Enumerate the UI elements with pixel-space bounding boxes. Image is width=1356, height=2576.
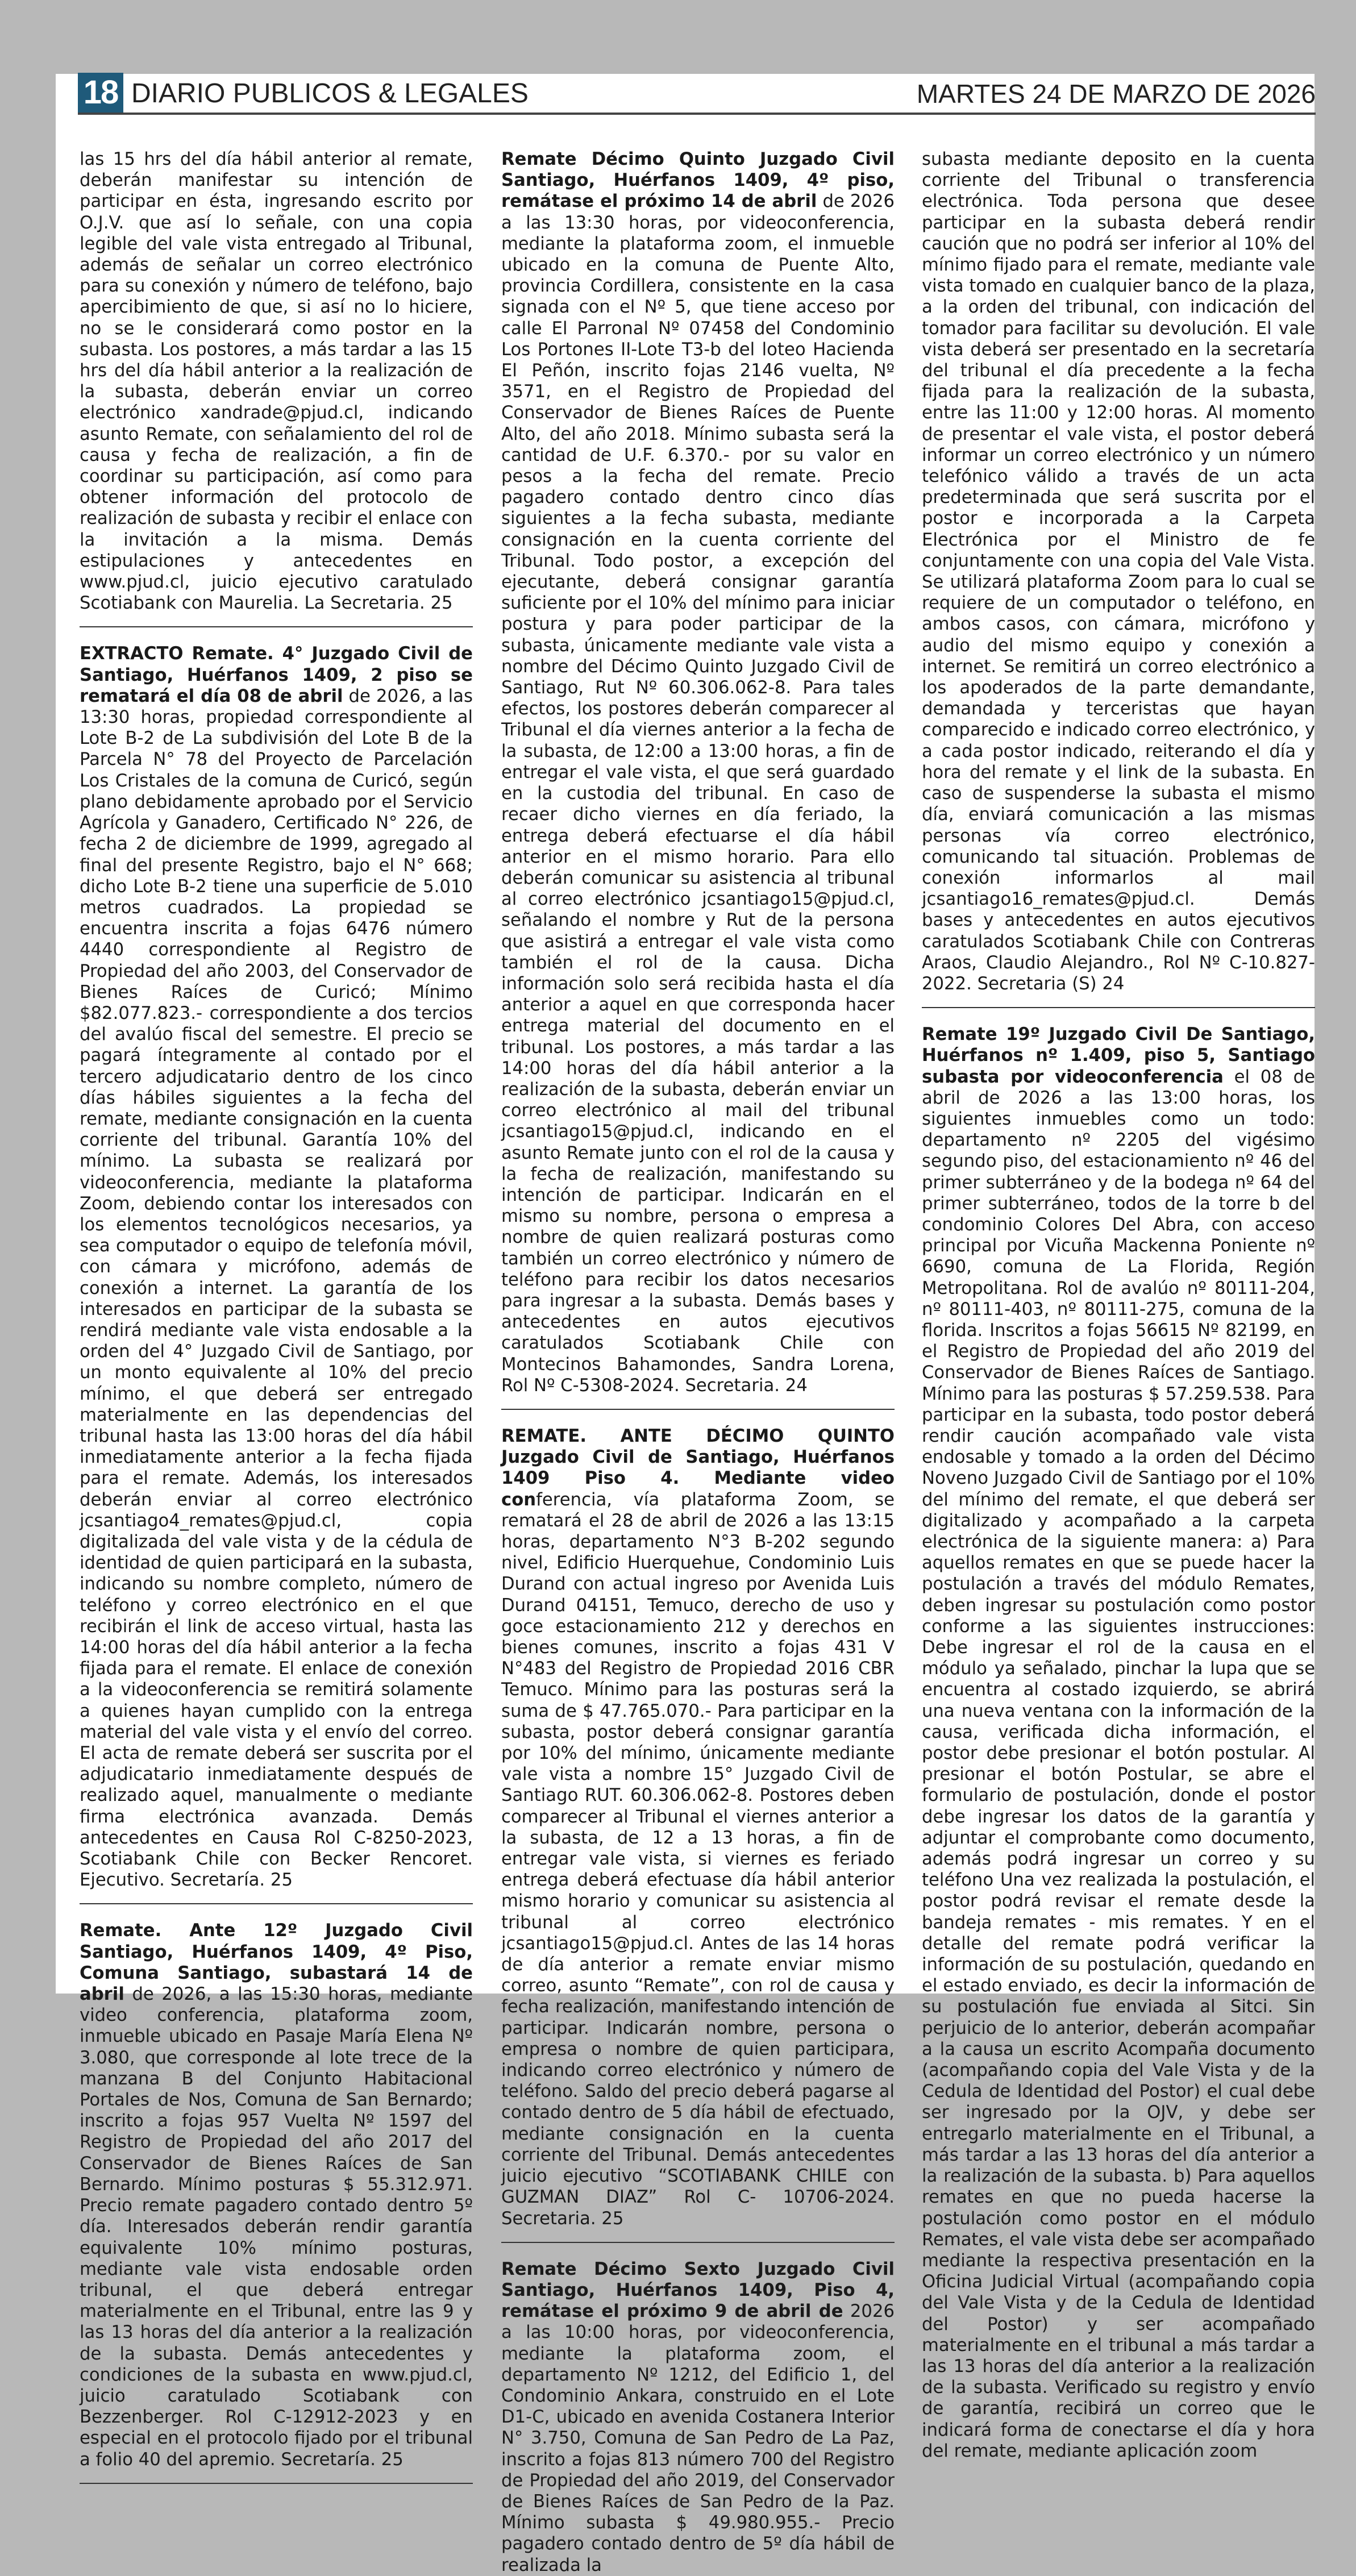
legal-notice-continued (80, 149, 473, 627)
page-header (78, 73, 1316, 113)
notice-body: de 2026, a las 15:30 horas, mediante video conferencia, plataforma zoom, inmueble ubicado en Pasaje María Elena Nº 3.080, que corresponde al lote trece de la manzana B del Conjunto Habitacional Portales de Nos, Comuna de San Bernardo; inscrito a fojas 957 Vuelta Nº 1597 del Registro de Propiedad del año 2017 del Conservador de Bienes Raíces de San Bernardo. Mínimo posturas $ 55.312.971. Precio remate pagadero contado dentro 5º día. Interesados deberán rendir garantía equivalente 10% mínimo posturas, mediante vale vista endosable orden tribunal, el que deberá entregar materialmente en el Tribunal, entre las 9 y las 13 horas del día anterior a la realización de la subasta. Demás antecedentes y condiciones de la subasta en www.pjud.cl, juicio caratulado Scotiabank con Bezzenberger. Rol C-12912-2023 y en especial en el protocolo fijado por el tribunal a folio 40 del apremio. Secretaría. 25 (80, 1984, 473, 2470)
legal-notice (501, 1426, 895, 2243)
legal-notice (80, 1920, 473, 2483)
legal-notice (922, 1024, 1315, 2462)
notice-body: de 2026 a las 13:30 horas, por videoconferencia, mediante la plataforma zoom, el inmueble ubicado en la comuna de Puente Alto, provincia Cordillera, consistente en la casa signada con el Nº 5, que tiene acceso por calle El Parronal Nº 07458 del Condominio Los Portones II-Lote T3-b del loteo Hacienda El Peñón, inscrito fojas 2146 vuelta, Nº 3571, en el Registro de Propiedad del Conservador de Bienes Raíces de Puente Alto, del año 2018. Mínimo subasta será la cantidad de U.F. 6.370.- por su valor en pesos a la fecha del remate. Precio pagadero contado dentro cinco días siguientes a la fecha subasta, mediante consignación en la cuenta corriente del Tribunal. Todo postor, a excepción del ejecutante, deberá consignar garantía suficiente por el 10% del mínimo para iniciar postura y para poder participar de la subasta, únicamente mediante vale vista a nombre del Décimo Quinto Juzgado Civil de Santiago, Rut Nº 60.306.062-8. Para tales efectos, los postores deberán comparecer al Tribunal el día viernes anterior a la fecha de la subasta, de 12:00 a 13:00 horas, a fin de entregar el vale vista, el que será guardado en la custodia del tribunal. En caso de recaer dicho viernes en día feriado, la entrega deberá efectuarse el día hábil anterior en el mismo horario. Para ello deberán comunicar su asistencia al tribunal al correo electrónico jcsantiago15@pjud.cl, señalando el nombre y Rut de la persona que asistirá a entregar el vale vista como también el rol de la causa. Dicha información solo será recibida hasta el día anterior a aquel en que corresponda hacer entrega material del documento en el tribunal. Los postores, a más tardar a las 14:00 horas del día hábil anterior a la realización de la subasta, deberán enviar un correo electrónico al mail del tribunal jcsantiago15@pjud.cl, indicando en el asunto Remate junto con el rol de la causa y la fecha de realización, manifestando su intención de participar. Indicarán en el mismo su nombre, persona o empresa a nombre de quien realizará posturas como también un correo electrónico y número de teléfono para recibir los datos necesarios para ingresar a la subasta. Demás bases y antecedentes en autos ejecutivos caratulados Scotiabank Chile con Montecinos Bahamondes, Sandra Lorena, Rol Nº C-5308-2024. Secretaria. 24 (501, 192, 895, 1396)
legal-notice (501, 2259, 895, 2576)
newspaper-title: DIARIO PUBLICOS & LEGALES (131, 78, 529, 109)
page-number: 18 (78, 73, 123, 113)
notice-heading: Remate Décimo Quinto Juzgado Civil Santiago, Huérfanos 1409, 4º piso, remátase el próximo 14 de abril (501, 149, 895, 212)
notice-heading: REMATE. ANTE DÉCIMO QUINTO Juzgado Civil de Santiago, Huérfanos 1409 Piso 4. Mediante video con (501, 1426, 895, 1510)
notice-body: subasta mediante deposito en la cuenta corriente del Tribunal o transferencia electrónica. Toda persona que desee participar en la subasta deberá rendir caución que no podrá ser inferior al 10% del mínimo fijado para el remate, mediante vale vista tomado en cualquier banco de la plaza, a la orden del tribunal, con indicación del tomador para facilitar su devolución. El vale vista deberá ser presentado en la secretaría del tribunal el día precedente a la fecha fijada para la realización de la subasta, entre las 11:00 y 12:00 horas. Al momento de presentar el vale vista, el postor deberá informar un correo electrónico y un número telefónico válido a través de un acta predeterminada que será suscrita por el postor e incorporada a la Carpeta Electrónica por el Ministro de fe conjuntamente con una copia del Vale Vista. Se utilizará plataforma Zoom para lo cual se requiere de un computador o teléfono, en ambos casos, con cámara, micrófono y audio del mismo equipo y conexión a internet. Se remitirá un correo electrónico a los apoderados de la parte demandante, demandada y terceristas que hayan comparecido e indicado correo electrónico, y a cada postor indicado, reiterando el día y hora del remate y el link de la subasta. En caso de suspenderse la subasta el mismo día, enviará comunicación a las mismas personas vía correo electrónico, comunicando tal situación. Problemas de conexión informarlos al mail jcsantiago16_remates@pjud.cl. Demás bases y antecedentes en autos ejecutivos caratulados Scotiabank Chile con Contreras Araos, Claudio Alejandro., Rol Nº C-10.827-2022. Secretaria (S) 24 (922, 149, 1315, 994)
notice-body: de 2026, a las 13:30 horas, propiedad correspondiente al Lote B-2 de La subdivisión del Lote B de la Parcela N° 78 del Proyecto de Parcelación Los Cristales de la comuna de Curicó, según plano debidamente aprobado por el Servicio Agrícola y Ganadero, Certificado N° 226, de fecha 2 de diciembre de 1999, agregado al final del presente Registro, bajo el N° 668; dicho Lote B-2 tiene una superficie de 5.010 metros cuadrados. La propiedad se encuentra inscrita a fojas 6476 número 4440 correspondiente al Registro de Propiedad del año 2003, del Conservador de Bienes Raíces de Curicó; Mínimo $82.077.823.- correspondiente a dos tercios del avalúo fiscal del semestre. El precio se pagará íntegramente al contado por el tercero adjudicatario dentro de los cinco días hábiles siguientes a la fecha del remate, mediante consignación en la cuenta corriente del tribunal. Garantía 10% del mínimo. La subasta se realizará por videoconferencia, mediante la plataforma Zoom, debiendo contar los interesados con los elementos tecnológicos necesarios, ya sea computador o equipo de telefonía móvil, con cámara y micrófono, además de conexión a internet. La garantía de los interesados en participar de la subasta se rendirá mediante vale vista endosable a la orden del 4° Juzgado Civil de Santiago, por un monto equivalente al 10% del precio mínimo, el que deberá ser entregado materialmente en las dependencias del tribunal hasta las 13:00 horas del día hábil inmediatamente anterior a la fecha fijada para el remate. Además, los interesados deberán enviar al correo electrónico jcsantiago4_remates@pjud.cl, copia digitalizada del vale vista y de la cédula de identidad de quien participará en la subasta, indicando su nombre completo, número de teléfono y correo electrónico en el que recibirán el link de acceso virtual, hasta las 14:00 horas del día hábil anterior a la fecha fijada para el remate. El enlace de conexión a la videoconferencia se remitirá solamente a quienes hayan cumplido con la entrega material del vale vista y el envío del correo. El acta de remate deberá ser suscrita por el adjudicatario inmediatamente después de realizado aquel, manualmente o mediante firma electrónica avanzada. Demás antecedentes en Causa Rol C-8250-2023, Scotiabank Chile con Becker Rencoret. Ejecutivo. Secretaría. 25 (80, 686, 473, 1891)
legal-notice-continued (922, 149, 1315, 1008)
legal-notice (501, 149, 895, 1410)
notice-heading: Remate. Ante 12º Juzgado Civil Santiago, Huérfanos 1409, 4º Piso, Comuna Santiago, subastará 14 de abril (80, 1921, 473, 2005)
notice-heading: Remate 19º Juzgado Civil De Santiago, Huérfanos nº 1.409, piso 5, Santiago subasta por videoconferencia (922, 1025, 1315, 1087)
notice-body: las 15 hrs del día hábil anterior al remate, deberán manifestar su intención de participar en ésta, ingresando escrito por O.J.V. que así lo señale, con una copia legible del vale vista entregado al Tribunal, además de señalar un correo electrónico para su conexión y número de teléfono, bajo apercibimiento de que, si así no lo hiciere, no se le considerará como postor en la subasta. Los postores, a más tardar a las 15 hrs del día hábil anterior a la realización de la subasta, deberán enviar un correo electrónico xandrade@pjud.cl, indicando asunto Remate, con señalamiento del rol de causa y fecha de realización, a fin de coordinar su participación, así como para obtener información del protocolo de realización de subasta y recibir el enlace con la invitación a la misma. Demás estipulaciones y antecedentes en www.pjud.cl, juicio ejecutivo caratulado Scotiabank con Maurelia. La Secretaria. 25 (80, 149, 473, 614)
notice-body: el 08 de abril de 2026 a las 13:00 horas, los siguientes inmuebles como un todo: departamento nº 2205 del vigésimo segundo piso, del estacionamiento nº 46 del primer subterráneo y de la bodega nº 64 del primer subterráneo, todos de la torre b del condominio Colores Del Abra, con acceso principal por Vicuña Mackenna Poniente nº 6690, comuna de La Florida, Región Metropolitana. Rol de avalúo nº 80111-204, nº 80111-403, nº 80111-275, comuna de la florida. Inscritos a fojas 56615 Nº 82199, en el Registro de Propiedad del año 2019 del Conservador de Bienes Raíces de Santiago. Mínimo para las posturas $ 57.259.538. Para participar en la subasta, todo postor deberá rendir caución acompañado vale vista endosable y tomado a la orden del Décimo Noveno Juzgado Civil de Santiago por el 10% del mínimo del remate, el que deberá ser digitalizado y acompañado a la carpeta electrónica de la siguiente manera: a) Para aquellos remates en que se puede hacer la postulación a través del módulo Remates, deben ingresar su postulación como postor conforme a las siguientes instrucciones: Debe ingresar el rol de la causa en el módulo ya señalado, pinchar la lupa que se encuentra al costado izquierdo, se abrirá una nueva ventana con la información de la causa, verificada dicha información, el postor debe presionar el botón postular. Al presionar el botón Postular, se abre el formulario de postulación, donde el postor debe ingresar los datos de la garantía y adjuntar el comprobante como documento, además podrá ingresar un correo y su teléfono Una vez realizada la postulación, el postor podrá revisar el remate desde la bandeja remates - mis remates. Y en el detalle del remate podrá verificar la información de su postulación, quedando en el estado enviado, es decir la información de su postulación fue enviada al Sitci. Sin perjuicio de lo anterior, deberán acompañar a la causa un escrito Acompaña documento (acompañando copia del Vale Vista y de la Cedula de Identidad del Postor) el cual debe ser ingresado por la OJV, y debe ser entregarlo materialmente en el Tribunal, a más tardar a las 13 horas del día anterior a la realización de la subasta. b) Para aquellos remates en que no pueda hacerse la postulación como postor en el módulo Remates, el vale vista debe ser acompañado mediante la respectiva presentación en la Oficina Judicial Virtual (acompañando copia del Vale Vista y de la Cedula de Identidad del Postor) y ser acompañado materialmente en el tribunal a más tardar a las 13 horas del día anterior a la realización de la subasta. Verificado su registro y envío de garantía, recibirá un correo que le indicará forma de conectarse el día y hora del remate, mediante aplicación zoom (922, 1067, 1315, 2461)
legal-notice (80, 643, 473, 1904)
issue-date: MARTES 24 DE MARZO DE 2026 (916, 79, 1316, 109)
column-3 (922, 149, 1315, 2462)
column-2 (501, 149, 895, 2576)
notice-body: ferencia, vía plataforma Zoom, se rematará el 28 de abril de 2026 a las 13:15 horas, departamento N°3 B-202 segundo nivel, Edificio Huerquehue, Condominio Luis Durand con actual ingreso por Avenida Luis Durand 04151, Temuco, derecho de uso y goce estacionamiento 212 y derechos en bienes comunes, inscrito a fojas 431 V N°483 del Registro de Propiedad 2016 CBR Temuco. Mínimo para las posturas será la suma de $ 47.765.070.- Para participar en la subasta, postor deberá consignar garantía por 10% del mínimo, únicamente mediante vale vista a nombre 15° Juzgado Civil de Santiago RUT. 60.306.062-8. Postores deben comparecer al Tribunal el viernes anterior a la subasta, de 12 a 13 horas, a fin de entregar vale vista, si viernes es feriado entrega deberá efectuase día hábil anterior mismo horario y comunicar su asistencia al tribunal al correo electrónico jcsantiago15@pjud.cl. Antes de las 14 horas de día anterior a remate enviar mismo correo, asunto “Remate”, con rol de causa y fecha realización, manifestando intención de participar. Indicarán nombre, persona o empresa o nombre de quien participara, indicando correo electrónico y número de teléfono. Saldo del precio deberá pagarse al contado dentro de 5 día hábil de efectuado, mediante consignación en la cuenta corriente del Tribunal. Demás antecedentes juicio ejecutivo “SCOTIABANK CHILE con GUZMAN DIAZ” Rol C- 10706-2024. Secretaria. 25 (501, 1489, 895, 2229)
notice-heading: Remate Décimo Sexto Juzgado Civil Santiago, Huérfanos 1409, Piso 4, remátase el próximo 9 de abril de (501, 2259, 895, 2322)
header-divider (78, 113, 1316, 115)
column-1 (80, 149, 473, 2500)
notice-body: 2026 a las 10:00 horas, por videoconferencia, mediante la plataforma zoom, el departamento Nº 1212, del Edificio 1, del Condominio Ankara, construido en el Lote D1-C, ubicado en avenida Costanera Interior N° 3.750, Comuna de San Pedro de La Paz, inscrito a fojas 813 número 700 del Registro de Propiedad del año 2019, del Conservador de Bienes Raíces de San Pedro de la Paz. Mínimo subasta $ 49.980.955.- Precio pagadero contado dentro de 5º día hábil de realizada la (501, 2302, 895, 2575)
notice-heading: EXTRACTO Remate. 4° Juzgado Civil de Santiago, Huérfanos 1409, 2 piso se rematará el día 08 de abril (80, 644, 473, 706)
